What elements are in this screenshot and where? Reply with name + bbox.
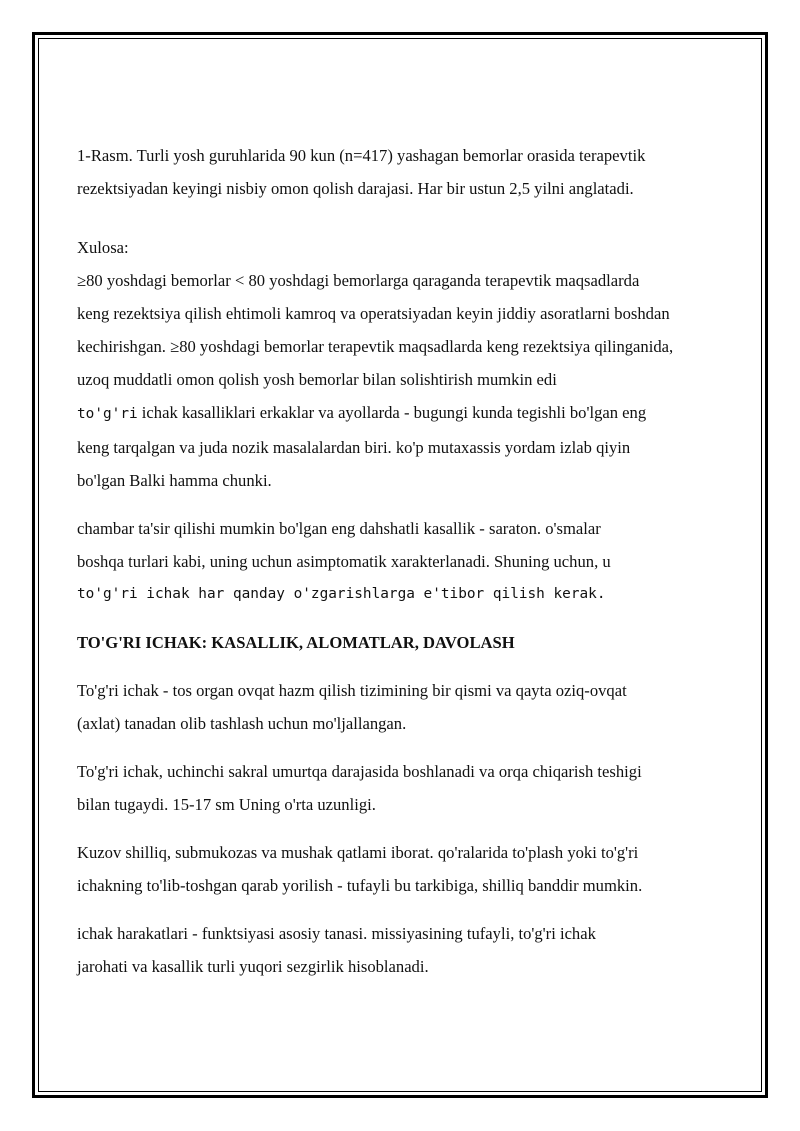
paragraph-5 xyxy=(77,836,727,902)
section-heading: TO'G'RI ICHAK: KASALLIK, ALOMATLAR, DAVOLASH xyxy=(77,633,515,652)
paragraph-5-line-1: Kuzov shilliq, submukozas va mushak qatlami iborat. qo'ralarida to'plash yoki to'g'ri xyxy=(77,843,639,862)
paragraph-1 xyxy=(77,396,727,497)
spacer xyxy=(77,497,727,512)
paragraph-6-line-1: ichak harakatlari - funktsiyasi asosiy tanasi. missiyasining tufayli, to'g'ri ichak xyxy=(77,924,596,943)
paragraph-1-line-1-rest: ichak kasalliklari erkaklar va ayollarda - bugungi kunda tegishli bo'lgan eng xyxy=(137,403,647,422)
spacer xyxy=(77,821,727,836)
paragraph-2 xyxy=(77,512,727,611)
spacer xyxy=(77,659,727,674)
paragraph-1-mono-word: to'g'ri xyxy=(77,406,138,422)
document-body xyxy=(77,139,727,983)
spacer xyxy=(77,611,727,626)
paragraph-3 xyxy=(77,674,727,740)
conclusion-heading: Xulosa: xyxy=(77,238,129,257)
paragraph-4 xyxy=(77,755,727,821)
paragraph-5-line-2: ichakning to'lib-toshgan qarab yorilish - tufayli bu tarkibiga, shilliq banddir mumkin. xyxy=(77,876,643,895)
paragraph-6-line-2: jarohati va kasallik turli yuqori sezgirlik hisoblanadi. xyxy=(77,957,429,976)
paragraph-2-line-2: boshqa turlari kabi, uning uchun asimptomatik xarakterlanadi. Shuning uchun, u xyxy=(77,552,611,571)
caption-line-2: rezektsiyadan keyingi nisbiy omon qolish darajasi. Har bir ustun 2,5 yilni anglatadi. xyxy=(77,179,634,198)
spacer xyxy=(77,740,727,755)
paragraph-1-line-1 xyxy=(77,396,727,431)
paragraph-4-line-2: bilan tugaydi. 15-17 sm Uning o'rta uzunligi. xyxy=(77,795,376,814)
figure-caption xyxy=(77,139,727,205)
spacer xyxy=(77,205,727,231)
conclusion-line-4: uzoq muddatli omon qolish yosh bemorlar bilan solishtirish mumkin edi xyxy=(77,370,557,389)
paragraph-1-line-3: bo'lgan Balki hamma chunki. xyxy=(77,471,272,490)
caption-line-1: 1-Rasm. Turli yosh guruhlarida 90 kun (n=417) yashagan bemorlar orasida terapevtik xyxy=(77,146,646,165)
paragraph-2-line-1: chambar ta'sir qilishi mumkin bo'lgan eng dahshatli kasallik - saraton. o'smalar xyxy=(77,519,601,538)
paragraph-2-line-3: to'g'ri ichak har qanday o'zgarishlarga e'tibor qilish kerak. xyxy=(77,586,606,602)
conclusion-line-3: kechirishgan. ≥80 yoshdagi bemorlar terapevtik maqsadlarda keng rezektsiya qilinganida, xyxy=(77,337,674,356)
paragraph-3-line-1: To'g'ri ichak - tos organ ovqat hazm qilish tizimining bir qismi va qayta oziq-ovqat xyxy=(77,681,627,700)
conclusion-line-2: keng rezektsiya qilish ehtimoli kamroq va operatsiyadan keyin jiddiy asoratlarni boshdan xyxy=(77,304,670,323)
paragraph-1-line-2: keng tarqalgan va juda nozik masalalardan biri. ko'p mutaxassis yordam izlab qiyin xyxy=(77,438,631,457)
paragraph-3-line-2: (axlat) tanadan olib tashlash uchun mo'ljallangan. xyxy=(77,714,407,733)
paragraph-4-line-1: To'g'ri ichak, uchinchi sakral umurtqa darajasida boshlanadi va orqa chiqarish teshigi xyxy=(77,762,642,781)
spacer xyxy=(77,902,727,917)
conclusion-line-1: ≥80 yoshdagi bemorlar < 80 yoshdagi bemorlarga qaraganda terapevtik maqsadlarda xyxy=(77,271,640,290)
conclusion-section xyxy=(77,231,727,396)
paragraph-6 xyxy=(77,917,727,983)
